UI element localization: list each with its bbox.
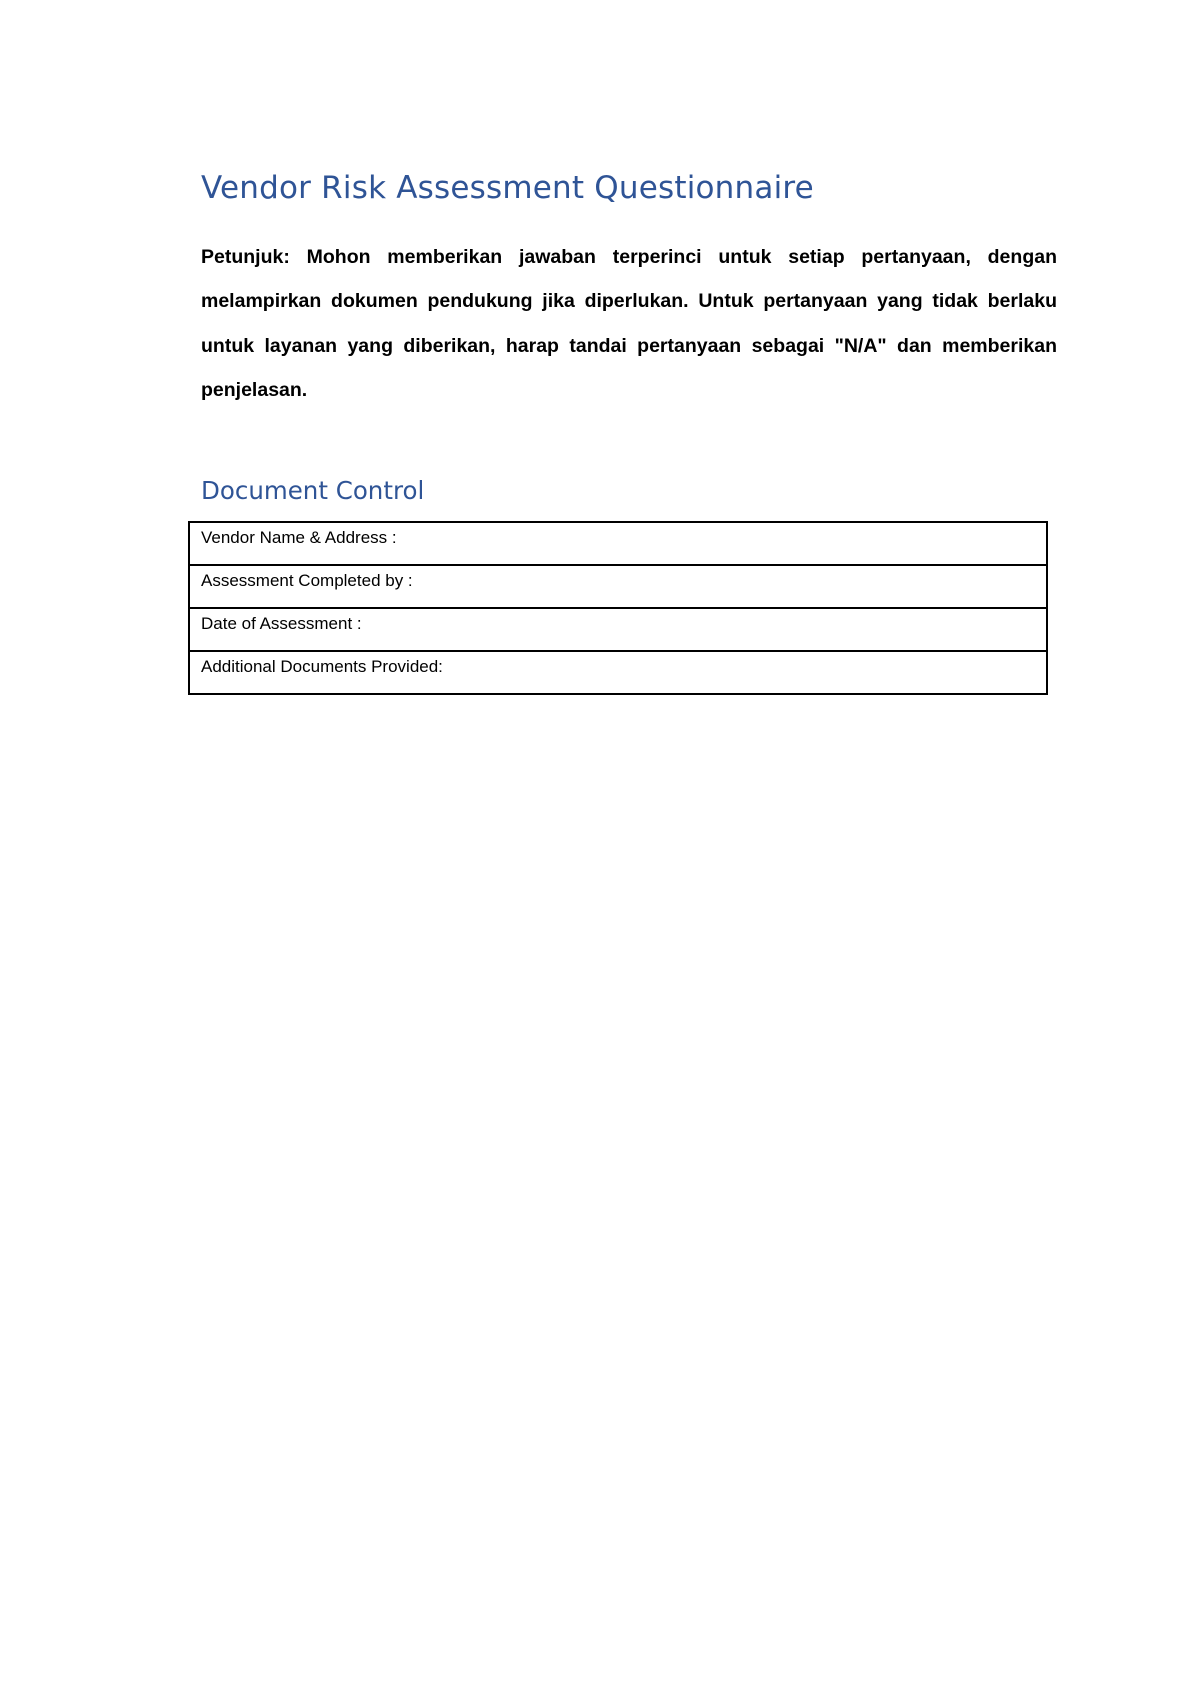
additional-documents-cell[interactable]: Additional Documents Provided: xyxy=(189,651,1047,694)
vendor-name-address-cell[interactable]: Vendor Name & Address : xyxy=(189,522,1047,565)
date-of-assessment-cell[interactable]: Date of Assessment : xyxy=(189,608,1047,651)
table-row xyxy=(189,651,1047,694)
table-row xyxy=(189,608,1047,651)
table-row xyxy=(189,565,1047,608)
instructions-paragraph: Petunjuk: Mohon memberikan jawaban terperinci untuk setiap pertanyaan, dengan melampirkan dokumen pendukung jika diperlukan. Untuk pertanyaan yang tidak berlaku untuk layanan yang diberikan, harap tandai pertanyaan sebagai "N/A" dan memberikan penjelasan. xyxy=(201,246,1057,401)
document-title: Vendor Risk Assessment Questionnaire xyxy=(201,170,814,206)
assessment-completed-by-cell[interactable]: Assessment Completed by : xyxy=(189,565,1047,608)
section-heading-document-control: Document Control xyxy=(201,476,425,505)
document-control-table xyxy=(188,521,1048,695)
table-row xyxy=(189,522,1047,565)
